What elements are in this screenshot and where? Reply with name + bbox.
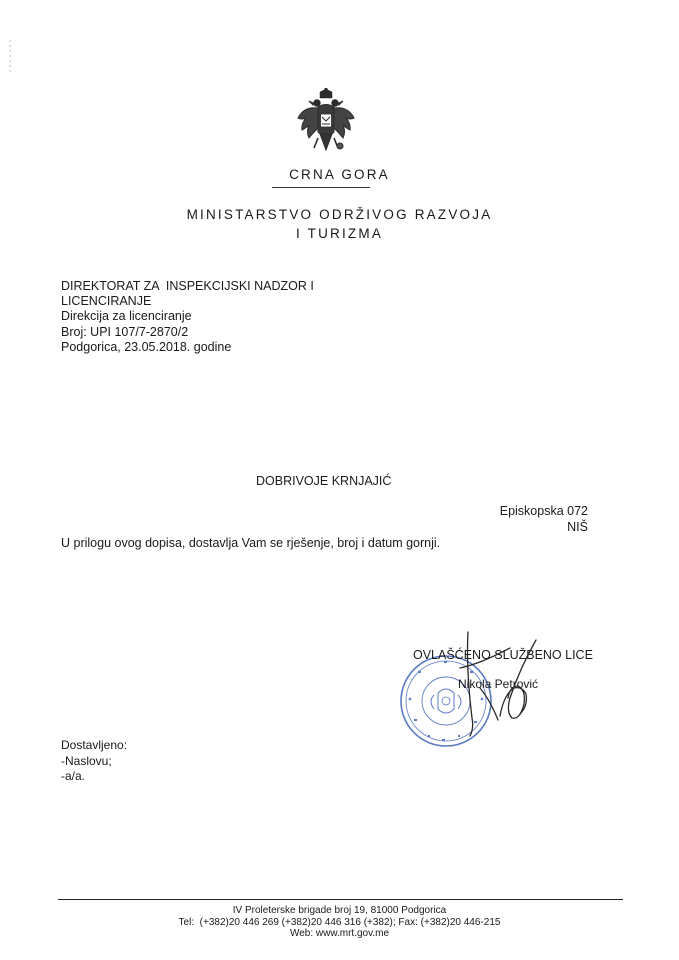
ministry-name [0, 205, 679, 243]
delivery-list [61, 738, 127, 785]
footer-address: IV Proleterske brigade broj 19, 81000 Podgorica [232, 905, 447, 916]
directorate-line1: DIREKTORAT ZA INSPEKCIJSKI NADZOR I [61, 279, 314, 293]
delivery-item: -a/a. [61, 769, 86, 783]
ministry-name-line2: I TURIZMA [295, 226, 384, 241]
footer-divider [58, 899, 623, 900]
letterhead-divider [272, 187, 370, 188]
recipient-city: NIŠ [567, 520, 588, 534]
directorate-line2: LICENCIRANJE [61, 294, 152, 309]
coat-of-arms-icon [296, 88, 356, 164]
scan-edge-mark [8, 40, 12, 72]
delivery-item: -Naslovu; [61, 753, 112, 768]
signatory-title: OVLAŠĆENO SLUŽBENO LICE [413, 648, 593, 662]
recipient-name: DOBRIVOJE KRNJAJIĆ [256, 474, 392, 488]
delivery-heading: Dostavljeno: [61, 738, 128, 752]
footer-phones: Tel: (+382)20 446 269 (+382)20 446 316 (+382); Fax: (+382)20 446-215 [178, 916, 501, 928]
reference-number: Broj: UPI 107/7-2870/2 [61, 324, 189, 339]
recipient-street: Episkopska 072 [499, 504, 588, 518]
ministry-name-line1: MINISTARSTVO ODRŽIVOG RAZVOJA [186, 207, 493, 222]
letter-body: U prilogu ovog dopisa, dostavlja Vam se rješenje, broj i datum gornji. [61, 536, 441, 550]
footer [0, 905, 679, 940]
issuer-block [61, 279, 314, 355]
footer-web: Web: www.mrt.gov.me [289, 928, 390, 939]
signatory-name: Nikola Petrović [458, 677, 539, 691]
department: Direkcija za licenciranje [61, 309, 192, 324]
recipient-address [500, 503, 588, 535]
place-and-date: Podgorica, 23.05.2018. godine [61, 339, 232, 354]
country-name: CRNA GORA [289, 167, 390, 182]
handwritten-signature-icon [440, 628, 560, 748]
